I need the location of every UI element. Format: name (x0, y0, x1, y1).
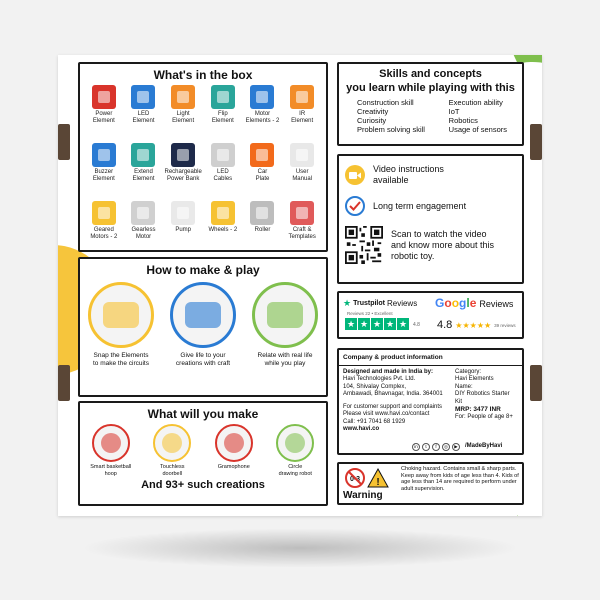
how-to-step (246, 282, 324, 368)
how-to-step-image (170, 282, 236, 348)
creation-item (211, 424, 257, 477)
box-item-image (131, 85, 155, 109)
box-item-label: Flip Element (211, 111, 234, 124)
skills-title (339, 67, 522, 95)
creation-caption: Circle drawing robot (278, 464, 312, 477)
box-item (163, 201, 203, 257)
box-item-image (131, 201, 155, 225)
whats-in-the-box-title: What's in the box (153, 68, 253, 82)
skills-list (339, 95, 522, 134)
box-item-label: Gearless Motor (131, 227, 156, 240)
skill-item: Creativity (357, 107, 389, 116)
box-item-label: Car Plate (255, 169, 270, 182)
box-item-label: Motor Elements - 2 (245, 111, 280, 124)
box-item-image (211, 85, 235, 109)
how-to-steps (80, 282, 326, 368)
box-item-image (92, 85, 116, 109)
creation-image (153, 424, 191, 462)
made-by-havi-handle[interactable]: /MadeByHavi (465, 443, 503, 450)
box-item-label: LED Element (132, 111, 155, 124)
instagram-icon[interactable]: ◎ (442, 443, 450, 451)
category-value: Havi Elements (455, 376, 494, 382)
box-item-label: Buzzer Element (92, 169, 115, 182)
box-shadow (80, 528, 520, 568)
box-item (282, 143, 322, 199)
box-slot (58, 365, 70, 401)
creations-row (80, 424, 326, 477)
box-item-image (131, 143, 155, 167)
creation-image (276, 424, 314, 462)
more-creations-text: And 93+ such creations (141, 479, 265, 491)
box-item-label: LED Cables (213, 169, 233, 182)
skills-left-column (357, 98, 449, 134)
box-item (282, 85, 322, 141)
box-item-label: Roller (254, 227, 271, 233)
box-item (163, 85, 203, 141)
video-feature-text: Video instructions available (373, 164, 444, 185)
box-item (124, 85, 164, 141)
what-will-you-make-panel (78, 401, 328, 506)
trustpilot-subtext: Reviews 22 • Excellent (347, 311, 393, 316)
box-item-label: Craft & Templates (288, 227, 316, 240)
how-to-step-image (88, 282, 154, 348)
trustpilot-brand: Trustpilot (353, 300, 385, 307)
what-will-you-make-title: What will you make (147, 407, 259, 421)
trustpilot-reviews-word: Reviews (386, 299, 418, 308)
box-item-image (171, 143, 195, 167)
how-to-step-caption: Snap the Elements to make the circuits (93, 352, 149, 367)
box-item-image (211, 201, 235, 225)
box-item (243, 201, 283, 257)
box-item-image (250, 85, 274, 109)
creation-item (149, 424, 195, 477)
warning-panel (337, 462, 524, 505)
product-name-label: Name: (455, 383, 473, 390)
scan-feature[interactable] (339, 226, 522, 264)
box-item-image (171, 85, 195, 109)
warning-label: Warning (343, 490, 383, 501)
box-item (124, 201, 164, 257)
category-label: Category: (455, 368, 482, 375)
box-item-label: Extend Element (132, 169, 155, 182)
box-item-image (250, 143, 274, 167)
how-to-step-caption: Relate with real life while you play (257, 352, 313, 367)
box-item-label: User Manual (292, 169, 312, 182)
creation-caption: Smart basketball hoop (90, 464, 132, 477)
google-score: 4.8 (437, 319, 453, 331)
trustpilot-star: ★ (346, 319, 356, 329)
box-item-image (171, 201, 195, 225)
box-item (203, 85, 243, 141)
box-item (203, 201, 243, 257)
box-item-image (290, 201, 314, 225)
box-item (203, 143, 243, 199)
skills-right-column (449, 98, 522, 134)
features-panel (337, 154, 524, 284)
mrp-value: MRP: 3477 INR (455, 406, 501, 413)
box-slot (530, 124, 542, 160)
box-item (243, 143, 283, 199)
how-to-make-panel (78, 257, 328, 397)
trustpilot-header (343, 298, 417, 309)
box-item (243, 85, 283, 141)
qr-code-icon[interactable] (345, 226, 383, 264)
skill-item: Usage of sensors (448, 125, 508, 134)
company-info-body (339, 366, 522, 434)
company-info-panel (337, 348, 524, 455)
engagement-feature (339, 196, 522, 216)
box-item (163, 143, 203, 199)
box-contents-grid (80, 82, 326, 257)
reviews-panel (337, 291, 524, 339)
product-name-value: DIY Robotics Starter Kit (455, 391, 510, 405)
google-stars: ★★★★★ (455, 320, 492, 330)
trustpilot-star-icon: ★ (343, 298, 352, 308)
creation-image (215, 424, 253, 462)
box-item-image (250, 201, 274, 225)
skill-item: Curiosity (357, 116, 387, 125)
video-camera-icon (345, 165, 365, 185)
google-brand: Google (435, 296, 477, 310)
trustpilot-star: ★ (398, 319, 408, 329)
company-info-title: Company & product information (339, 350, 522, 366)
google-review-count: 39 reviews (494, 322, 516, 328)
age-value: For: People of age 8+ (455, 413, 513, 420)
skill-item: IoT (448, 107, 460, 116)
engagement-feature-text: Long term engagement (373, 200, 467, 211)
designed-by-label: Designed and made in India by: (343, 368, 434, 375)
social-links (412, 443, 502, 451)
box-slot (530, 365, 542, 401)
box-item-image (211, 143, 235, 167)
trustpilot-star: ★ (385, 319, 395, 329)
twitter-icon[interactable]: t (422, 443, 430, 451)
box-item (124, 143, 164, 199)
facebook-icon[interactable]: f (432, 443, 440, 451)
trustpilot-star: ★ (372, 319, 382, 329)
box-item (84, 143, 124, 199)
youtube-icon[interactable]: ▶ (452, 443, 460, 451)
box-item-label: Light Element (172, 111, 195, 124)
box-item-label: Power Element (92, 111, 115, 124)
box-item-label: Wheels - 2 (208, 227, 238, 233)
skill-item: Problem solving skill (357, 125, 425, 134)
box-item-label: IR Element (291, 111, 314, 124)
linkedin-icon[interactable]: in (412, 443, 420, 451)
company-info-left (343, 369, 455, 434)
skills-panel (337, 62, 524, 146)
svg-text:0-3: 0-3 (349, 476, 361, 483)
how-to-step-caption: Give life to your creations with craft (175, 352, 231, 367)
scan-feature-text: Scan to watch the video and know more about this robotic toy. (391, 228, 495, 261)
google-header (435, 296, 513, 310)
box-item (282, 201, 322, 257)
skill-item: Robotics (448, 116, 478, 125)
trustpilot-star: ★ (359, 319, 369, 329)
box-item-image (290, 85, 314, 109)
how-to-make-title: How to make & play (146, 263, 260, 277)
creation-image (92, 424, 130, 462)
google-reviews-word: Reviews (479, 299, 514, 309)
creation-caption: Touchless doorbell (160, 464, 185, 477)
box-item-image (290, 143, 314, 167)
skills-title-line1: Skills and concepts (379, 68, 482, 80)
box-item (84, 201, 124, 257)
box-item (84, 85, 124, 141)
whats-in-the-box-panel (78, 62, 328, 252)
box-item-image (92, 143, 116, 167)
skills-title-line2: you learn while playing with this (346, 82, 515, 94)
how-to-step (82, 282, 160, 368)
website-link[interactable]: www.havi.co (343, 426, 380, 432)
checkmark-badge-icon (345, 196, 365, 216)
trustpilot-stars (345, 318, 409, 330)
box-item-label: Rechargeable Power Bank (164, 169, 202, 182)
company-address: Havi Technologies Pvt. Ltd. 104, Shivalay Complex, Ambawadi, Bhavnagar, India. 364001 (343, 376, 443, 397)
box-item-label: Geared Motors - 2 (90, 227, 118, 240)
creation-item (88, 424, 134, 477)
customer-support-text: For customer support and complaints Please visit www.havi.co/contact Call: +91 7041 68 1929 (343, 403, 443, 425)
creation-caption: Gramophone (217, 464, 250, 470)
skill-item: Execution ability (448, 98, 503, 107)
company-info-right (455, 369, 518, 434)
how-to-step (164, 282, 242, 368)
google-rating (437, 319, 516, 331)
box-slot (58, 124, 70, 160)
how-to-step-image (252, 282, 318, 348)
video-feature (339, 164, 522, 186)
creation-item (272, 424, 318, 477)
trustpilot-score: 4.8 (413, 322, 420, 328)
skill-item: Construction skill (357, 98, 414, 107)
box-item-label: Pump (175, 227, 191, 233)
box-item-image (92, 201, 116, 225)
warning-text: Choking hazard. Contains small & sharp parts. Keep away from kids of age less than 4. Kids of age less than 14 are required to perform under adult supervision. (401, 466, 519, 492)
svg-text:!: ! (376, 477, 380, 488)
